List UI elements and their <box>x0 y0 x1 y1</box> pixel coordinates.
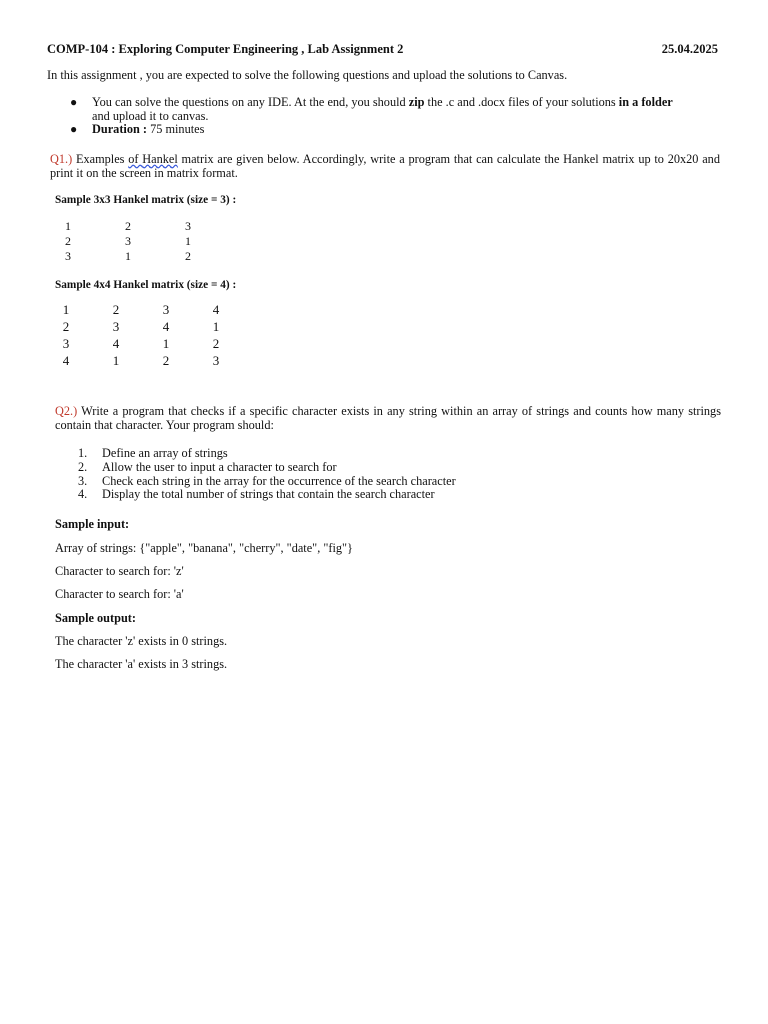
matrix-cell: 3 <box>125 234 131 248</box>
matrix-cell: 3 <box>65 249 71 263</box>
matrix-cell: 1 <box>212 319 220 334</box>
matrix-cell: 2 <box>65 234 71 248</box>
sample-input-array: Array of strings: {"apple", "banana", "cherry", "date", "fig"} <box>55 541 353 555</box>
intro-paragraph: In this assignment , you are expected to solve the following questions and upload the solutions to Canvas. <box>47 68 568 82</box>
sample-input-char-z: Character to search for: 'z' <box>55 564 184 578</box>
matrix-cell: 2 <box>212 336 220 351</box>
question-2-steps <box>78 447 456 502</box>
matrix-cell: 1 <box>185 234 191 248</box>
question-1-number: Q1.) <box>50 152 73 166</box>
instruction-item-duration: ● Duration : 75 minutes <box>70 122 205 136</box>
spellcheck-word: of Hankel <box>128 152 178 166</box>
matrix-cell: 2 <box>185 249 191 263</box>
matrix-cell: 2 <box>125 219 131 233</box>
matrix-cell: 3 <box>62 336 70 351</box>
bullet-icon: ● <box>70 95 78 109</box>
matrix-cell: 4 <box>112 336 120 351</box>
instruction-item-ide: ● You can solve the questions on any IDE. At the end, you should zip the .c and .docx files of your solutions in a folder and upload it to canvas. <box>70 95 673 123</box>
matrix-cell: 3 <box>212 353 220 368</box>
list-item: 2. Allow the user to input a character to search for <box>78 459 337 474</box>
bullet-icon: ● <box>70 122 78 136</box>
question-2-number: Q2.) <box>55 404 78 418</box>
matrix-cell: 2 <box>112 302 120 317</box>
sample-output-label: Sample output: <box>55 611 136 625</box>
sample-input-label: Sample input: <box>55 517 130 531</box>
matrix-cell: 4 <box>162 319 170 334</box>
matrix-cell: 1 <box>125 249 131 263</box>
matrix-cell: 2 <box>62 319 70 334</box>
sample-3x3-title: Sample 3x3 Hankel matrix (size = 3) : <box>55 194 237 206</box>
matrix-cell: 4 <box>212 302 220 317</box>
sample-output-z: The character 'z' exists in 0 strings. <box>55 634 228 648</box>
document-date: 25.04.2025 <box>661 42 718 56</box>
matrix-cell: 3 <box>162 302 170 317</box>
sample-4x4-title: Sample 4x4 Hankel matrix (size = 4) : <box>55 279 237 291</box>
instructions-list <box>70 96 720 137</box>
sample-output-a: The character 'a' exists in 3 strings. <box>55 657 228 671</box>
sample-input-char-a: Character to search for: 'a' <box>55 587 184 601</box>
question-1: Q1.) Examples of Hankel matrix are given below. Accordingly, write a program that can calculate the Hankel matrix up to 20x20 and print it on the screen in matrix format. <box>50 152 720 180</box>
matrix-cell: 1 <box>65 219 71 233</box>
list-item: 4. Display the total number of strings that contain the search character <box>78 487 435 502</box>
document-title: COMP-104 : Exploring Computer Engineering , Lab Assignment 2 <box>47 42 404 56</box>
matrix-cell: 1 <box>162 336 170 351</box>
matrix-cell: 1 <box>112 353 120 368</box>
list-item: 1. Define an array of strings <box>78 446 228 460</box>
matrix-cell: 3 <box>185 219 191 233</box>
matrix-cell: 4 <box>62 353 70 368</box>
matrix-cell: 1 <box>62 302 70 317</box>
list-item: 3. Check each string in the array for the occurrence of the search character <box>78 473 456 488</box>
matrix-cell: 3 <box>112 319 120 334</box>
question-2: Q2.) Write a program that checks if a specific character exists in any string within an array of strings and counts how many strings contain that character. Your program should: <box>55 404 721 432</box>
matrix-cell: 2 <box>162 353 170 368</box>
